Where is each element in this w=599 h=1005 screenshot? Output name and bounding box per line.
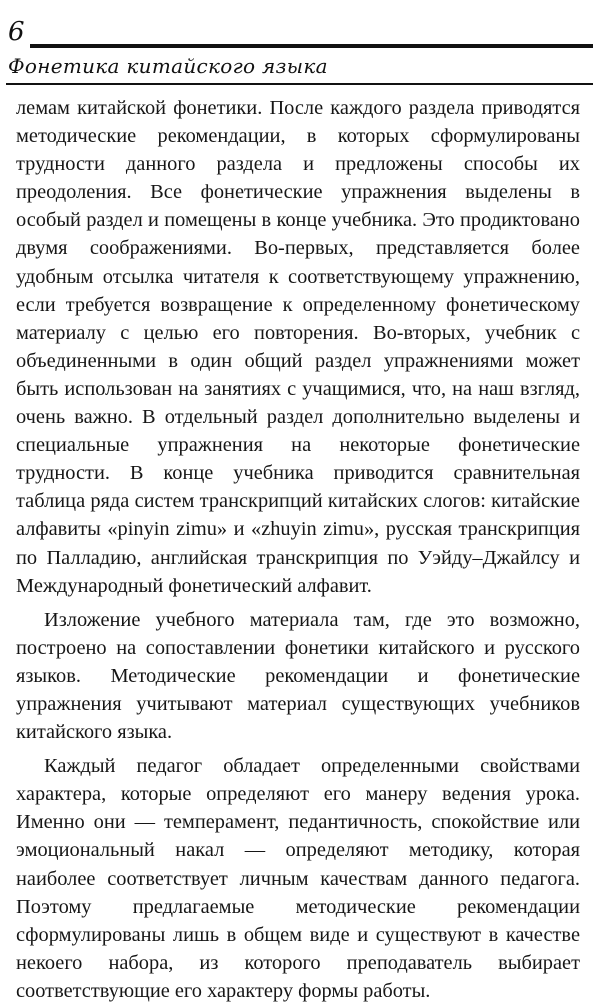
body-text [16, 94, 580, 1005]
paragraph-1: лемам китайской фонетики. После каждого раздела приводятся методические рекомендации, в которых сформулированы трудности данного раздела и предложены способы их преодоления. Все фонетические упражнения выделены в особый раздел и помещены в конце учебника. Это продиктовано двумя соображениями. Во-первых, представляется более удобным отсылка читателя к соответствующему упражнению, если требуется возвращение к определенному фонетическому материалу с целью его повторения. Во-вторых, учебник с объединенными в один общий раздел упражнениями может быть использован на занятиях с учащимися, что, на наш взгляд, очень важно. В отдельный раздел дополнительно выделены и специальные упражнения на некоторые фонетические трудности. В конце учебника приводится сравнительная таблица ряда систем транскрипций китайских слогов: китайские алфавиты «pinyin zimu» и «zhuyin zimu», русская транскрипция по Палладию, английская транскрипция по Уэйду–Джайлсу и Международный фонетический алфавит. [16, 97, 580, 597]
paragraph-3: Каждый педагог обладает определенными свойствами характера, которые определяют его манеру ведения урока. Именно они — темперамент, педантичность, спокойствие или эмоциональный накал — определяют методику, которая наиболее соответствует личным качествам данного педагога. Поэтому предлагаемые методические рекомендации сформулированы лишь в общем виде и существуют в качестве некоего набора, из которого преподаватель выбирает соответствующие его характеру формы работы. [16, 755, 580, 1002]
paragraph-2: Изложение учебного материала там, где это возможно, построено на сопоставлении фонетики китайского и русского языков. Методические рекомендации и фонетические упражнения учитывают материал существующих учебников китайского языка. [16, 608, 580, 744]
header-rule-thin [6, 83, 593, 85]
page-number: 6 [8, 17, 25, 47]
header-rule-thick [30, 44, 593, 48]
running-title: Фонетика китайского языка [8, 54, 328, 78]
